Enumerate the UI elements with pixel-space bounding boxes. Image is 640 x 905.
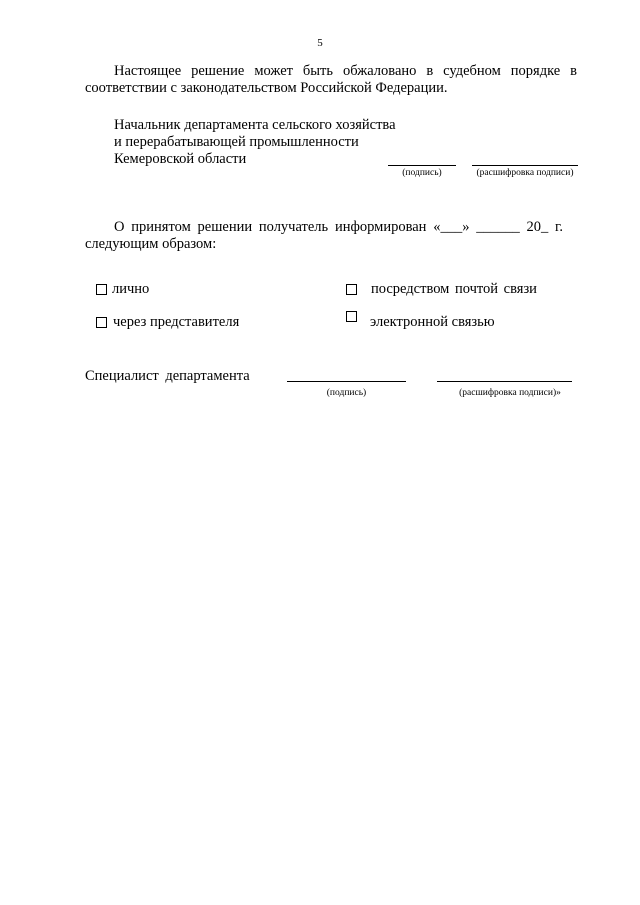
head-title-line-3: Кемеровской области (114, 151, 247, 167)
checkbox-representative[interactable] (96, 317, 107, 328)
head-decode-line (472, 165, 578, 166)
checkbox-personal[interactable] (96, 284, 107, 295)
appeal-text-line-1: Настоящее решение может быть обжаловано в судебном порядке в (114, 63, 577, 79)
page-number: 5 (317, 37, 323, 49)
informed-text-line-2: следующим образом: (85, 236, 217, 252)
head-signature-line (388, 165, 456, 166)
head-title-line-2: и перерабатывающей промышленности (114, 134, 359, 150)
option-personal-label: лично (112, 281, 150, 297)
head-title-line-1: Начальник департамента сельского хозяйства (114, 117, 396, 133)
option-mail-label: посредством почтой связи (371, 281, 537, 297)
appeal-text-line-2: соответствии с законодательством Российской Федерации. (85, 80, 448, 96)
head-signature-caption: (подпись) (402, 168, 442, 178)
specialist-signature-line (287, 381, 406, 382)
specialist-decode-caption: (расшифровка подписи)» (459, 388, 561, 398)
option-representative-label: через представителя (113, 314, 240, 330)
specialist-signature-caption: (подпись) (326, 388, 367, 398)
checkbox-mail[interactable] (346, 284, 357, 295)
checkbox-electronic[interactable] (346, 311, 357, 322)
option-electronic-label: электронной связью (370, 314, 495, 330)
specialist-label: Специалист департамента (85, 368, 250, 384)
head-decode-caption: (расшифровка подписи) (476, 168, 574, 178)
informed-text-line-1: О принятом решении получатель информирован «___» ______ 20_ г. (114, 219, 563, 235)
specialist-decode-line (437, 381, 572, 382)
